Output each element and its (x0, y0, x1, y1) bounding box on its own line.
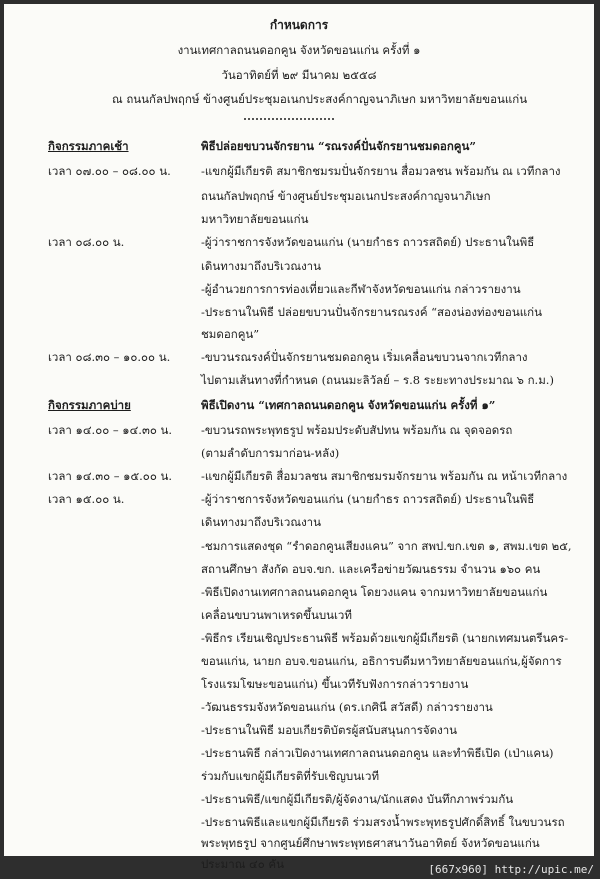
section-heading-morning: กิจกรรมภาคเช้า (48, 139, 129, 153)
time-slot: เวลา ๐๘.๓๐ – ๑๐.๐๐ น. (48, 350, 171, 364)
schedule-line: ขอนแก่น, นายก อบจ.ขอนแก่น, อธิการบดีมหาวิทยาลัยขอนแก่น,ผู้จัดการ (201, 654, 562, 668)
schedule-line: -ประธานในพิธี ปล่อยขบวนปั่นจักรยานรณรงค์ “สองน่องท่องขอนแก่น (201, 305, 542, 319)
schedule-line: เดินทางมาถึงบริเวณงาน (201, 259, 321, 273)
schedule-line: สถานศึกษา สังกัด อบจ.ขก. และเครือข่ายวัฒนธรรม จำนวน ๑๖๐ คน (201, 562, 541, 576)
section-heading-afternoon: กิจกรรมภาคบ่าย (48, 398, 131, 412)
schedule-line: -ผู้ว่าราชการจังหวัดขอนแก่น (นายกำธร ถาวรสถิตย์) ประธานในพิธี (201, 235, 535, 249)
schedule-line: -ประธานพิธี กล่าวเปิดงานเทศกาลถนนดอกคูน และทำพิธีเปิด (เป่าแคน) (201, 746, 554, 760)
schedule-line: -พิธีกร เรียนเชิญประธานพิธี พร้อมด้วยแขกผู้มีเกียรติ (นายกเทศมนตรีนคร- (201, 631, 569, 645)
schedule-line: -แขกผู้มีเกียรติ สื่อมวลชน สมาชิกชมรมจักรยาน พร้อมกัน ณ หน้าเวทีกลาง (201, 469, 568, 483)
event-name: งานเทศกาลถนนดอกคูน จังหวัดขอนแก่น ครั้งที่ ๑ (177, 43, 421, 57)
event-date: วันอาทิตย์ที่ ๒๙ มีนาคม ๒๕๕๘ (221, 68, 377, 82)
schedule-line: -พิธีเปิดงานเทศกาลถนนดอกคูน โดยวงแคน จากมหาวิทยาลัยขอนแก่น (201, 585, 548, 599)
time-slot: เวลา ๑๔.๓๐ – ๑๕.๐๐ น. (48, 469, 173, 483)
schedule-line: มหาวิทยาลัยขอนแก่น (201, 212, 309, 226)
time-slot: เวลา ๑๔.๐๐ – ๑๔.๓๐ น. (48, 423, 173, 437)
schedule-line: -ผู้อำนวยการการท่องเที่ยวและกีฬาจังหวัดขอนแก่น กล่าวรายงาน (201, 282, 521, 296)
document-title: กำหนดการ (269, 18, 329, 32)
schedule-line: ไปตามเส้นทางที่กำหนด (ถนนมะลิวัลย์ – ร.8 ระยะทางประมาณ ๖ ก.ม.) (201, 373, 554, 387)
schedule-line: ถนนกัลปพฤกษ์ ข้างศูนย์ประชุมอเนกประสงค์กาญจนาภิเษก (201, 189, 491, 203)
schedule-line: ชมดอกคูน” (201, 327, 260, 341)
schedule-line: ประมาณ ๔๐ คัน (201, 857, 284, 871)
schedule-line: -ชมการแสดงชุด “รำดอกคูนเสียงแคน” จาก สพป.ขก.เขต ๑, สพม.เขต ๒๕, (201, 539, 572, 553)
schedule-line: โรงแรมโฆษะขอนแก่น) ขึ้นเวทีรับฟังการกล่าวรายงาน (201, 677, 469, 691)
schedule-line: -ขบวนรถพระพุทธรูป พร้อมประดับสัปทน พร้อมกัน ณ จุดจอดรถ (201, 423, 513, 437)
afternoon-ceremony-title: พิธีเปิดงาน “เทศกาลถนนดอกคูน จังหวัดขอนแก่น ครั้งที่ ๑” (201, 398, 496, 412)
schedule-line: เดินทางมาถึงบริเวณงาน (201, 515, 321, 529)
schedule-line: เคลื่อนขบวนพาเหรดขึ้นบนเวที (201, 608, 352, 622)
schedule-line: พระพุทธรูป จากศูนย์ศึกษาพระพุทธศาสนาวันอาทิตย์ จังหวัดขอนแก่น (201, 836, 540, 850)
event-place: ณ ถนนกัลปพฤกษ์ ข้างศูนย์ประชุมอเนกประสงค์กาญจนาภิเษก มหาวิทยาลัยขอนแก่น (112, 92, 528, 106)
schedule-line: -ผู้ว่าราชการจังหวัดขอนแก่น (นายกำธร ถาวรสถิตย์) ประธานในพิธี (201, 492, 535, 506)
schedule-line: (ตามลำดับการมาก่อน-หลัง) (201, 446, 340, 460)
schedule-line: -ประธานพิธีและแขกผู้มีเกียรติ ร่วมสรงน้ำพระพุทธรูปศักดิ์สิทธิ์ ในขบวนรถ (201, 815, 565, 829)
schedule-line: -ประธานพิธี/แขกผู้มีเกียรติ/ผู้จัดงาน/นักแสดง บันทึกภาพร่วมกัน (201, 792, 514, 806)
time-slot: เวลา ๑๕.๐๐ น. (48, 492, 125, 506)
morning-ceremony-title: พิธีปล่อยขบวนจักรยาน “รณรงค์ปั่นจักรยานชมดอกคูน” (201, 139, 476, 153)
image-host-watermark: [667x960] http://upic.me/ (428, 863, 594, 876)
schedule-line: -ประธานในพิธี มอบเกียรติบัตรผู้สนับสนุนการจัดงาน (201, 723, 458, 737)
schedule-line: -แขกผู้มีเกียรติ สมาชิกชมรมปั่นจักรยาน สื่อมวลชน พร้อมกัน ณ เวทีกลาง (201, 164, 561, 178)
dotted-divider (244, 118, 334, 120)
time-slot: เวลา ๐๗.๐๐ – ๐๘.๐๐ น. (48, 164, 171, 178)
time-slot: เวลา ๐๘.๐๐ น. (48, 235, 125, 249)
schedule-line: -ขบวนรณรงค์ปั่นจักรยานชมดอกคูน เริ่มเคลื่อนขบวนจากเวทีกลาง (201, 350, 528, 364)
schedule-line: -วัฒนธรรมจังหวัดขอนแก่น (ดร.เกศินี สวัสดี) กล่าวรายงาน (201, 700, 493, 714)
schedule-line: ร่วมกับแขกผู้มีเกียรติที่รับเชิญบนเวที (201, 769, 380, 783)
